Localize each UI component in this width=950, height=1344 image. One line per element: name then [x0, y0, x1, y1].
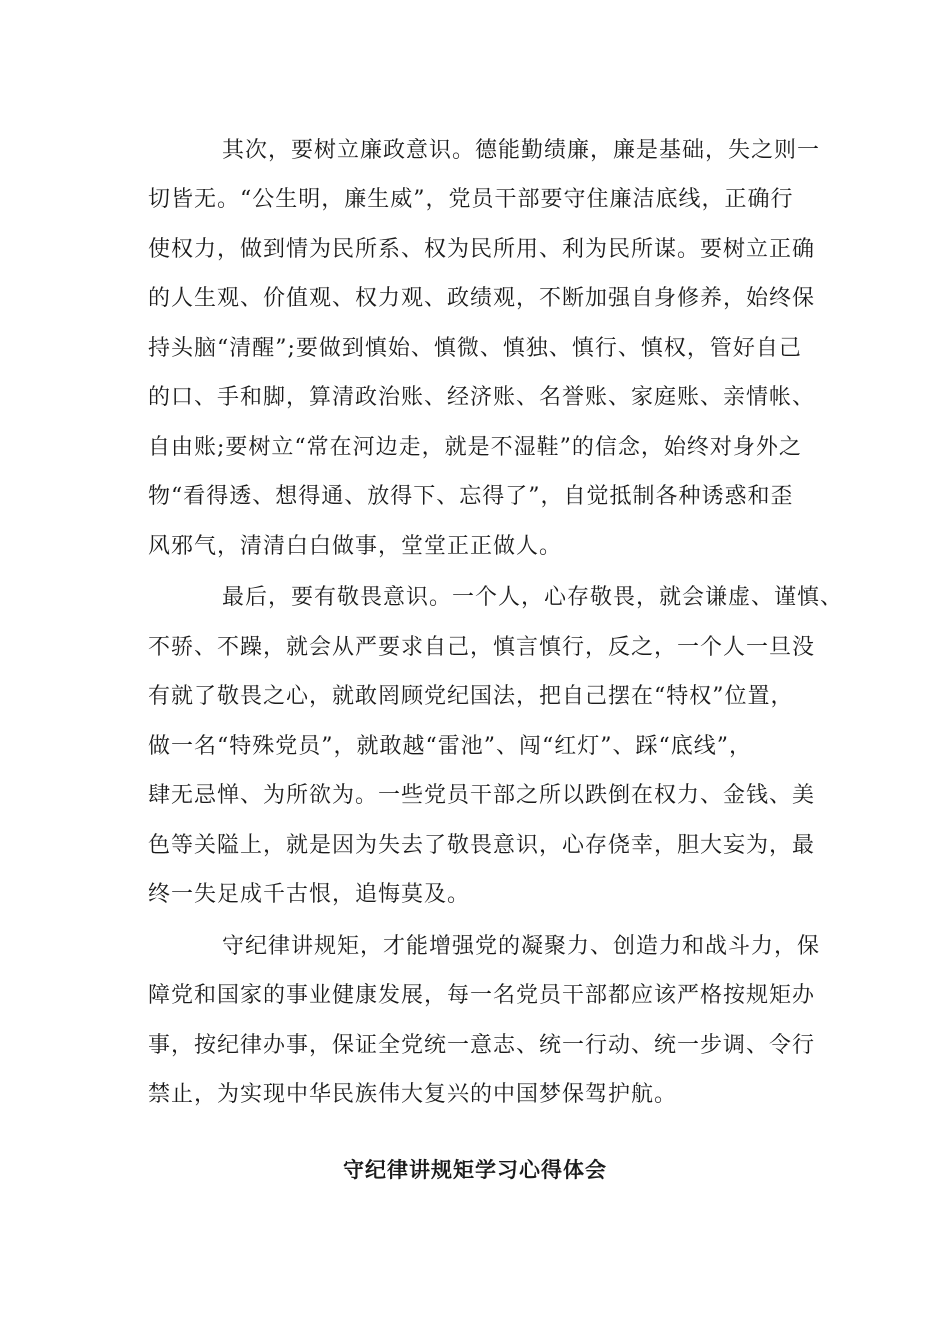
paragraph-line: 风邪气，清清白白做事，堂堂正正做人。 [148, 534, 563, 559]
paragraph-line: 肆无忌惮、为所欲为。一些党员干部之所以跌倒在权力、金钱、美 [148, 783, 816, 808]
paragraph-line: 物“看得透、想得通、放得下、忘得了”，自觉抵制各种诱惑和歪 [148, 484, 794, 509]
paragraph-line: 自由账;要树立“常在河边走，就是不湿鞋”的信念，始终对身外之 [148, 435, 802, 460]
paragraph-line: 事，按纪律办事，保证全党统一意志、统一行动、统一步调、令行 [148, 1033, 816, 1058]
paragraph-line: 其次，要树立廉政意识。德能勤绩廉，廉是基础，失之则一 [222, 138, 821, 163]
paragraph-line: 色等关隘上，就是因为失去了敬畏意识，心存侥幸，胆大妄为，最 [148, 833, 816, 858]
paragraph-line: 不骄、不躁，就会从严要求自己，慎言慎行，反之，一个人一旦没 [148, 635, 816, 660]
section-heading: 守纪律讲规矩学习心得体会 [343, 1157, 607, 1182]
paragraph-line: 切皆无。“公生明，廉生威”，党员干部要守住廉洁底线，正确行 [148, 187, 794, 212]
paragraph-line: 障党和国家的事业健康发展，每一名党员干部都应该严格按规矩办 [148, 983, 816, 1008]
paragraph-line: 的口、手和脚，算清政治账、经济账、名誉账、家庭账、亲情帐、 [148, 385, 816, 410]
paragraph-line: 做一名“特殊党员”，就敢越“雷池”、闯“红灯”、踩“底线”， [148, 734, 752, 759]
paragraph-line: 有就了敬畏之心，就敢罔顾党纪国法，把自己摆在“特权”位置， [148, 684, 794, 709]
paragraph-line: 终一失足成千古恨，追悔莫及。 [148, 882, 471, 907]
paragraph-line: 最后，要有敬畏意识。一个人，心存敬畏，就会谦虚、谨慎、 [222, 585, 844, 610]
paragraph-line: 使权力，做到情为民所系、权为民所用、利为民所谋。要树立正确 [148, 237, 816, 262]
paragraph-line: 守纪律讲规矩，才能增强党的凝聚力、创造力和战斗力，保 [222, 934, 821, 959]
paragraph-line: 禁止，为实现中华民族伟大复兴的中国梦保驾护航。 [148, 1082, 678, 1107]
paragraph-line: 的人生观、价值观、权力观、政绩观，不断加强自身修养，始终保 [148, 286, 816, 311]
paragraph-line: 持头脑“清醒”;要做到慎始、慎微、慎独、慎行、慎权，管好自己 [148, 336, 802, 361]
